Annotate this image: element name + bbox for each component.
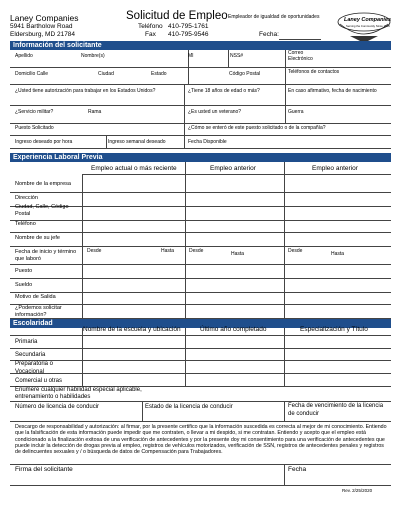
- company-address-line1: 5941 Bartholow Road: [10, 23, 73, 30]
- col-previous-job-2: Empleo anterior: [312, 165, 358, 172]
- education-grid: [10, 328, 391, 386]
- edu-secondary: Secundaria: [15, 352, 46, 358]
- label-signature-date: Fecha: [288, 466, 307, 473]
- col-last-year: Último año completado: [200, 326, 267, 333]
- label-war: Guerra: [288, 109, 304, 115]
- company-name: Laney Companies: [10, 13, 79, 23]
- label-position: Puesto Solicitado: [15, 125, 54, 131]
- label-license-expiration: Fecha de vencimiento de la licencia de conducir: [288, 403, 384, 417]
- row-supervisor: Nombre de su jefe: [15, 235, 60, 241]
- col-major: Especialización y Título: [300, 326, 368, 333]
- section-education: Escolaridad: [10, 319, 391, 328]
- row-job-title: Puesto: [15, 268, 33, 274]
- section-applicant-info: Información del solicitante: [10, 41, 391, 50]
- col-current-job: Empleo actual o más reciente: [91, 165, 177, 172]
- label-available-date: Fecha Disponible: [188, 139, 227, 145]
- to-label-1: Hasta: [161, 248, 175, 254]
- from-label-1: Desde: [87, 248, 102, 254]
- signature-field[interactable]: [12, 475, 282, 485]
- company-address-line2: Eldersburg, MD 21784: [10, 31, 76, 38]
- company-logo: [336, 10, 392, 44]
- phone-value: 410-795-1761: [168, 23, 209, 30]
- label-military: ¿Servicio militar?: [15, 109, 54, 115]
- label-zip: Código Postal: [229, 71, 261, 77]
- label-how-heard: ¿Cómo se enteró de este puesto solicitado o de la compañía?: [188, 125, 326, 131]
- form-title: Solicitud de Empleo: [126, 10, 228, 22]
- row-company-name: Nombre de la empresa: [15, 181, 71, 187]
- label-phones: Teléfonos de contactos: [288, 69, 340, 75]
- edu-primary: Primaria: [15, 339, 38, 345]
- label-email: Correo Electrónico: [288, 50, 313, 62]
- date-field-line[interactable]: [279, 39, 321, 40]
- edu-high-school: Preparatoria o Vocacional: [15, 361, 54, 375]
- label-last-name: Apellido: [15, 53, 33, 59]
- label-desired-rate: Ingreso deseado por hora: [15, 139, 73, 145]
- row-reason-leaving: Motivo de Salida: [15, 294, 56, 300]
- row-contact-permission: ¿Podemos solicitar información?: [15, 305, 62, 318]
- section-experience: Experiencia Laboral Previa: [10, 153, 391, 162]
- label-birth-date: En caso afirmativo, fecha de nacimiento: [288, 88, 377, 94]
- to-label-2: Hasta: [231, 251, 245, 257]
- logo-subtext: Serving the Community Since 1946: [346, 24, 390, 28]
- col-previous-job-1: Empleo anterior: [210, 165, 256, 172]
- date-label: Fecha:: [259, 31, 279, 38]
- label-veteran: ¿Es usted un veterano?: [188, 109, 242, 115]
- label-weekly-income: Ingreso semanal deseado: [108, 139, 166, 145]
- license-grid: [10, 401, 391, 421]
- disclaimer-text: Descargo de responsabilidad y autorización: al firmar, por la presente certifico que la información suscedida es correcta al mejor de mi conocimiento. Entiendo que la falsificación de esta información puede impedir que me contraten, o llevar a mi despido, si me contratan. Entiendo y acepto que el empleo está condicionado a la finalización exitosa de una verificación de antecedentes y por la presente doy mi consentimiento para una verificación de antecedentes que puede incluir la detección de drogas previa al empleo, registros de vehículos motorizados, verificación de SSN, registros de antecedentes penales y registros de delincuentes sexuales y / o búsqueda de datos de Compensación para Trabajadores.: [15, 424, 387, 456]
- label-age-18: ¿Tiene 18 años de edad o más?: [188, 88, 260, 94]
- label-signature: Firma del solicitante: [15, 466, 73, 473]
- row-phone: Teléfono: [15, 221, 36, 227]
- label-branch: Rama: [88, 109, 102, 115]
- label-street: Domicilio Calle: [15, 71, 49, 77]
- from-label-3: Desde: [288, 248, 303, 254]
- label-mi: MI: [188, 53, 194, 59]
- label-first-name: Nombre(s): [81, 53, 105, 59]
- label-work-auth: ¿Usted tiene autorización para trabajar en los Estados Unidos?: [15, 88, 156, 94]
- row-city-zip: Ciudad, Calle, Código Postal: [15, 204, 69, 217]
- col-school: Nombre de la escuela y ubicación: [83, 326, 181, 333]
- row-address: Dirección: [15, 195, 38, 201]
- label-license-state: Estado de la licencia de conducir: [145, 404, 233, 410]
- to-label-3: Hasta: [331, 251, 345, 257]
- applicant-grid: [10, 50, 391, 148]
- label-city: Ciudad: [98, 71, 114, 77]
- label-ssn: NSS#: [230, 53, 244, 59]
- signature-date-field[interactable]: [286, 475, 388, 485]
- label-state: Estado: [151, 71, 167, 77]
- revision-date: Rev. 2/25/2020: [342, 488, 373, 493]
- label-license-number: Número de licencia de conducir: [15, 404, 100, 410]
- phone-label: Teléfono: [138, 23, 163, 30]
- row-salary: Sueldo: [15, 282, 33, 288]
- row-dates: Fecha de inicio y término que laboró: [15, 249, 77, 262]
- label-special-skills: Enumere cualquier habilidad especial aplicable, entrenamiento o habilidades: [15, 387, 142, 401]
- from-label-2: Desde: [189, 248, 204, 254]
- logo-text: Laney Companies: [344, 17, 392, 23]
- edu-commercial: Comercial u otras: [15, 378, 63, 384]
- equal-opportunity-text: Empleador de igualdad de oportunidades: [228, 14, 320, 20]
- fax-value: 410-795-9546: [168, 31, 209, 38]
- fax-label: Fax: [145, 31, 156, 38]
